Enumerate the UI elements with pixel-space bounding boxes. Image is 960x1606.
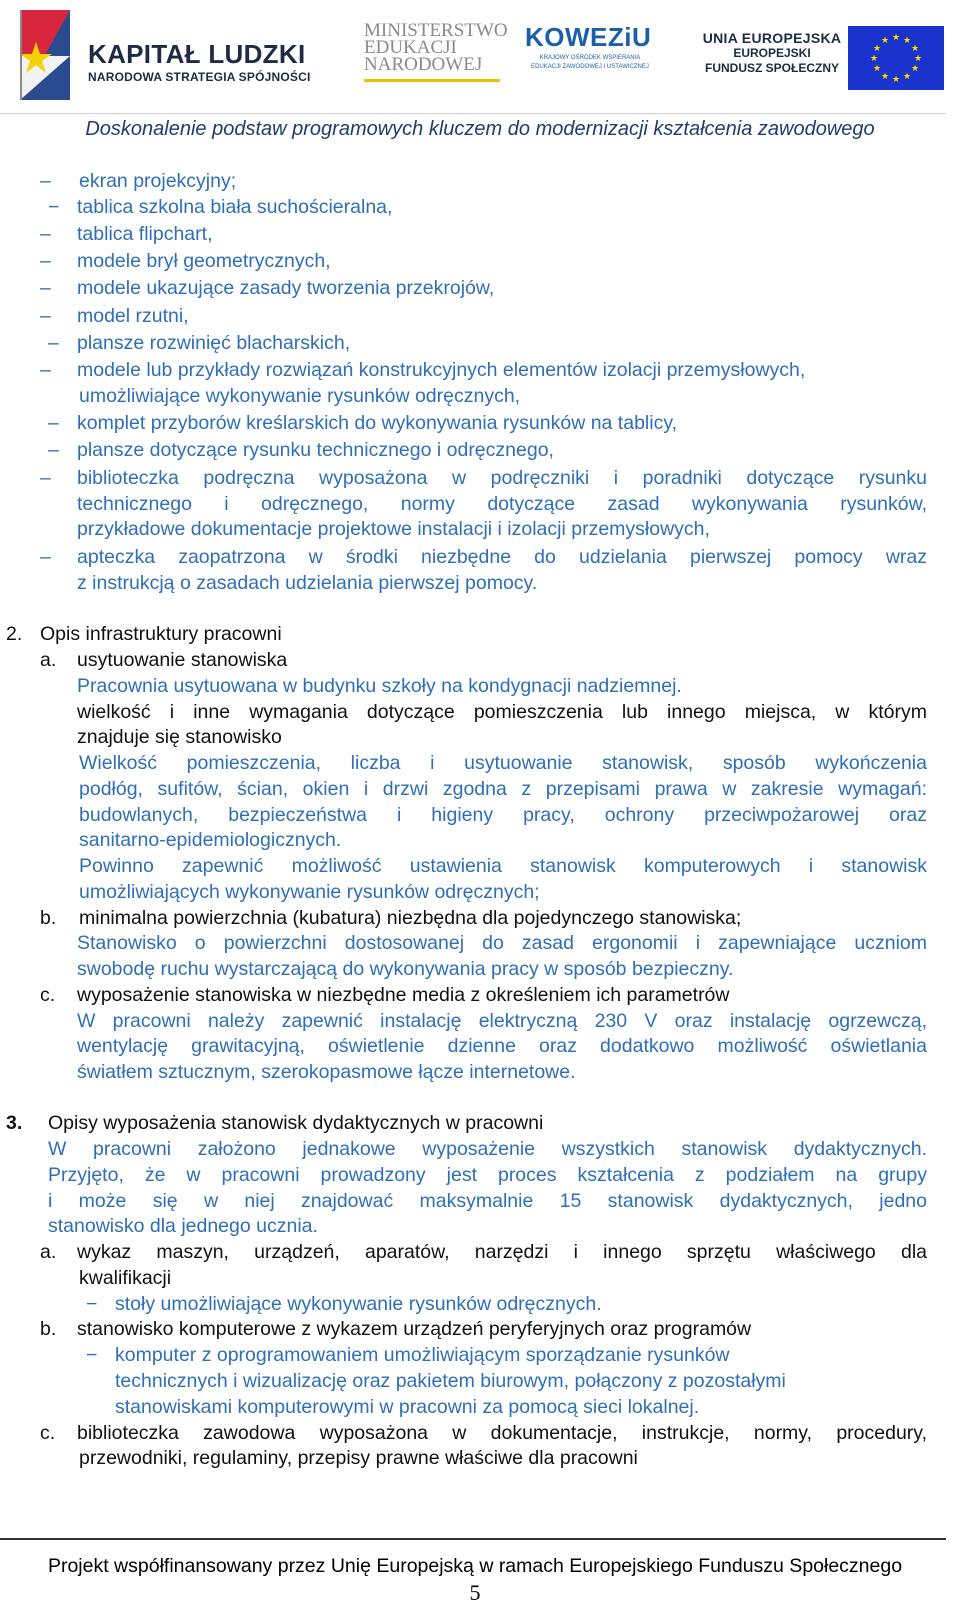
list-item: tablica flipchart,: [77, 223, 213, 245]
list-dash: –: [40, 305, 51, 327]
header-divider: [0, 113, 946, 114]
list-item: tablica szkolna biała suchościeralna,: [77, 196, 393, 218]
kapital-ludzki-title: KAPITAŁ LUDZKI: [88, 39, 306, 69]
kapital-ludzki-logo: [88, 40, 318, 84]
koweziu-sub-2: EDUKACJI ZAWODOWEJ I USTAWICZNEJ: [531, 64, 649, 70]
list-dash: –: [40, 170, 51, 192]
section-2-title: Opis infrastruktury pracowni: [40, 623, 282, 645]
section-2b-label: b.: [40, 907, 57, 929]
document-subtitle: Doskonalenie podstaw programowych kluczem do modernizacji kształcenia zawodowego: [85, 118, 875, 140]
section-3-intro: W pracowni założono jednakowe wyposażenie wszystkich stanowisk dydaktycznych.: [48, 1138, 927, 1160]
list-item-continuation: umożliwiające wykonywanie rysunków odręcznych,: [79, 385, 521, 407]
svg-text:★: ★: [902, 72, 912, 82]
section-2c-label: c.: [40, 984, 56, 1006]
list-item: ekran projekcyjny;: [79, 170, 237, 192]
list-item-continuation: technicznego i odręcznego, normy dotyczące zasad wykonywania rysunków,: [77, 493, 927, 515]
section-3-intro: Przyjęto, że w pracowni prowadzony jest proces kształcenia z podziałem na grupy: [48, 1164, 927, 1186]
section-3a-title-cont: kwalifikacji: [79, 1267, 172, 1289]
svg-text:★: ★: [913, 54, 923, 64]
section-2b-text: Stanowisko o powierzchni dostosowanej do zasad ergonomii i zapewniające uczniom: [77, 932, 927, 954]
section-3b-title: stanowisko komputerowe z wykazem urządzeń peryferyjnych oraz programów: [77, 1318, 752, 1340]
list-dash: −: [86, 1293, 98, 1315]
page-number: 5: [469, 1580, 481, 1605]
list-dash: –: [48, 332, 59, 354]
section-3b-label: b.: [40, 1318, 57, 1340]
section-2-size-text: budowlanych, bezpieczeństwa i higieny pracy, ochrony przeciwpożarowej oraz: [79, 804, 927, 826]
svg-text:★: ★: [891, 33, 901, 43]
section-2-size-text: Wielkość pomieszczenia, liczba i usytuowanie stanowisk, sposób wykończenia: [79, 752, 927, 774]
list-item-continuation: z instrukcją o zasadach udzielania pierwszej pomocy.: [77, 572, 538, 594]
section-2-size-text: umożliwiających wykonywanie rysunków odręcznych;: [79, 881, 540, 903]
svg-text:★: ★: [872, 44, 882, 54]
list-dash: –: [40, 467, 51, 489]
svg-text:★: ★: [891, 75, 901, 85]
list-item: komplet przyborów kreślarskich do wykonywania rysunków na tablicy,: [77, 412, 678, 434]
list-dash: −: [48, 196, 60, 218]
list-item: modele ukazujące zasady tworzenia przekrojów,: [77, 277, 495, 299]
kapital-ludzki-flag-icon: [6, 4, 78, 104]
section-2a-title: usytuowanie stanowiska: [77, 649, 288, 671]
men-logo: [364, 20, 508, 82]
section-2c-text: światłem sztucznym, szerokopasmowe łącze internetowe.: [77, 1061, 576, 1083]
eu-fund-logo-text: [702, 30, 842, 76]
men-underline: [364, 79, 500, 82]
svg-text:★: ★: [872, 64, 882, 74]
koweziu-name: KOWEZiU: [525, 22, 652, 52]
section-3b-item-cont: stanowiskami komputerowymi w pracowni za pomocą sieci lokalnej.: [115, 1396, 700, 1418]
svg-text:★: ★: [910, 44, 920, 54]
section-2a-text: Pracownia usytuowana w budynku szkoły na kondygnacji nadziemnej.: [77, 675, 682, 697]
list-dash: −: [86, 1344, 98, 1366]
list-item: plansze rozwinięć blacharskich,: [77, 332, 351, 354]
header-logos: [0, 4, 960, 114]
section-2-number: 2.: [6, 623, 23, 645]
men-line-2: EDUKACJI: [364, 37, 457, 58]
section-3a-label: a.: [40, 1241, 57, 1263]
koweziu-logo: [525, 22, 655, 71]
svg-text:★: ★: [880, 72, 890, 82]
section-3-number: 3.: [6, 1112, 23, 1134]
section-3-intro: i może się w niej znajdować maksymalnie 15 stanowisk dydaktycznych, jedno: [48, 1190, 927, 1212]
section-3-title: Opisy wyposażenia stanowisk dydaktycznych w pracowni: [48, 1112, 544, 1134]
list-dash: –: [48, 412, 59, 434]
section-2-size-text: podłóg, sufitów, ścian, okien i drzwi zgodna z przepisami prawa w zakresie wymagań:: [79, 778, 927, 800]
section-3a-title: wykaz maszyn, urządzeń, aparatów, narzędzi i innego sprzętu właściwego dla: [77, 1241, 927, 1263]
eu-flag-icon: [848, 26, 944, 90]
list-dash: –: [40, 250, 51, 272]
list-item: modele lub przykłady rozwiązań konstrukcyjnych elementów izolacji przemysłowych,: [77, 359, 806, 381]
section-3c-label: c.: [40, 1422, 56, 1444]
section-2b-text: swobodę ruchu wystarczającą do wykonywania pracy w sposób bezpieczny.: [77, 958, 734, 980]
list-dash: –: [40, 223, 51, 245]
section-2c-text: wentylację grawitacyjną, oświetlenie dzienne oraz dodatkowo możliwość oświetlania: [77, 1035, 927, 1057]
list-item: biblioteczka podręczna wyposażona w podręczniki i poradniki dotyczące rysunku: [77, 467, 927, 489]
eu-line-1: UNIA EUROPEJSKA: [702, 30, 842, 46]
list-item: apteczka zaopatrzona w środki niezbędne do udzielania pierwszej pomocy wraz: [77, 546, 927, 568]
section-2c-text: W pracowni należy zapewnić instalację elektryczną 230 V oraz instalację ogrzewczą,: [77, 1010, 927, 1032]
section-3b-item: komputer z oprogramowaniem umożliwiającym sporządzanie rysunków: [115, 1344, 730, 1366]
svg-text:★: ★: [910, 64, 920, 74]
section-2c-title: wyposażenie stanowiska w niezbędne media z określeniem ich parametrów: [77, 984, 730, 1006]
svg-text:★: ★: [869, 54, 879, 64]
men-line-3: NARODOWEJ: [364, 54, 483, 75]
list-item: modele brył geometrycznych,: [77, 250, 331, 272]
svg-text:★: ★: [880, 36, 890, 46]
section-3a-item: stoły umożliwiające wykonywanie rysunków odręcznych.: [115, 1293, 602, 1315]
eu-line-2: EUROPEJSKI: [733, 46, 811, 60]
section-2-size-title: wielkość i inne wymagania dotyczące pomieszczenia lub innego miejsca, w którym: [77, 701, 927, 723]
section-2-size-title-cont: znajduje się stanowisko: [77, 726, 282, 748]
section-3c-title-cont: przewodniki, regulaminy, przepisy prawne właściwe dla pracowni: [79, 1447, 638, 1469]
list-dash: –: [40, 546, 51, 568]
footer-text: Projekt współfinansowany przez Unię Europejską w ramach Europejskiego Funduszu Społecznego: [47, 1555, 903, 1577]
list-item: plansze dotyczące rysunku technicznego i odręcznego,: [77, 439, 554, 461]
list-dash: –: [40, 359, 51, 381]
section-3c-title: biblioteczka zawodowa wyposażona w dokumentacje, instrukcje, normy, procedury,: [77, 1422, 927, 1444]
men-line-1: MINISTERSTWO: [364, 20, 508, 41]
kapital-ludzki-subtitle: NARODOWA STRATEGIA SPÓJNOŚCI: [88, 70, 311, 84]
section-2b-title: minimalna powierzchnia (kubatura) niezbędna dla pojedynczego stanowiska;: [79, 907, 742, 929]
svg-text:★: ★: [902, 36, 912, 46]
section-3-intro: stanowisko dla jednego ucznia.: [48, 1215, 318, 1237]
footer-divider: [0, 1538, 946, 1540]
list-item: model rzutni,: [77, 305, 189, 327]
section-3b-item-cont: technicznych i wizualizację oraz pakietem biurowym, połączony z pozostałymi: [115, 1370, 786, 1392]
list-dash: –: [40, 277, 51, 299]
eu-line-3: FUNDUSZ SPOŁECZNY: [704, 61, 839, 75]
list-item-continuation: przykładowe dokumentacje projektowe instalacji i izolacji przemysłowych,: [77, 518, 710, 540]
koweziu-sub-1: KRAJOWY OŚRODEK WSPIERANIA: [539, 55, 641, 61]
section-2-size-text: Powinno zapewnić możliwość ustawienia stanowisk komputerowych i stanowisk: [79, 855, 927, 877]
section-2a-label: a.: [40, 649, 57, 671]
section-2-size-text: sanitarno-epidemiologicznych.: [79, 829, 342, 851]
list-dash: –: [48, 439, 59, 461]
